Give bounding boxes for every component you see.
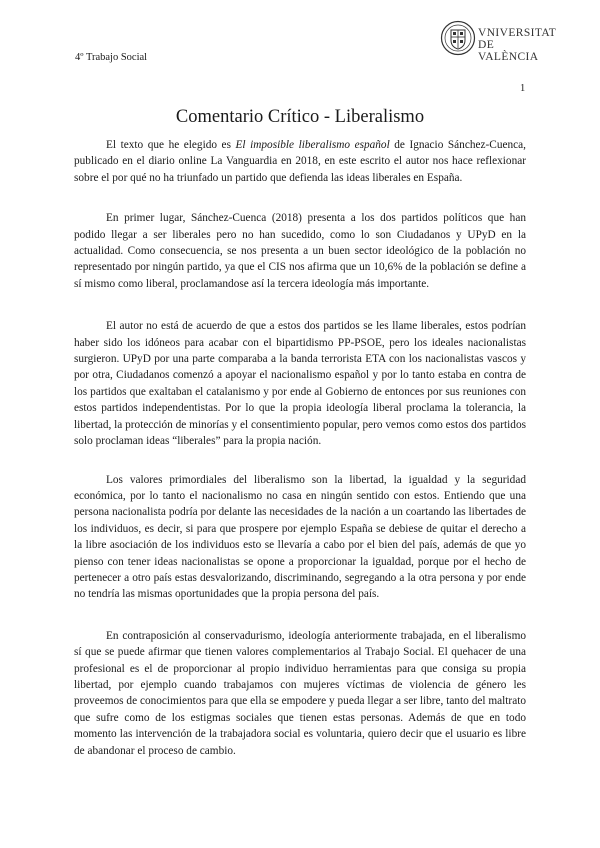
- document-body: [74, 137, 526, 783]
- paragraph-1: [74, 137, 526, 186]
- paragraph-1-text-b: de Ignacio Sánchez-Cuenca, publicado en el diario online La Vanguardia en 2018, en este escrito el autor nos hace reflexionar sobre el por qué no ha triunfado un partido que defienda las ideas liberales en España.: [74, 139, 526, 184]
- paragraph-2: En primer lugar, Sánchez-Cuenca (2018) presenta a los dos partidos políticos que han podido llegar a ser liberales pero no han sucedido, como lo son Ciudadanos y UPyD en la actualidad. Como consecuencia, se nos presenta a un buen sector ideológico de la población no representado por ningún partido, ya que el CIS nos afirma que un 10,6% de la población se define a sí mismo como liberal, proclamandose así la tercera ideología más importante.: [74, 212, 526, 290]
- university-logo: [440, 20, 557, 64]
- university-name: [478, 27, 556, 63]
- page-number: 1: [520, 83, 526, 94]
- document-title: Comentario Crítico - Liberalismo: [175, 107, 425, 127]
- paragraph-1-text-a: El texto que he elegido es: [106, 139, 236, 151]
- university-name-line2: DE VALÈNCIA: [478, 39, 539, 63]
- paragraph-5: En contraposición al conservadurismo, ideología anteriormente trabajada, en el liberalismo sí que se puede afirmar que tienen valores complementarios al Trabajo Social. El quehacer de una profesional es el de proporcionar al propio individuo herramientas para que consiga su propia libertad, por ejemplo cuando trabajamos con mujeres víctimas de violencia de género les proveemos de conocimientos para que ella se empodere y pueda llegar a ser libre, tanto del maltrato que sufre como de los estigmas sociales que tienen estas personas. Además de que en todo momento las intervención de la trabajadora social es voluntaria, quiero decir que el usuario es libre de abandonar el proceso de cambio.: [74, 629, 526, 757]
- paragraph-4: Los valores primordiales del liberalismo son la libertad, la igualdad y la seguridad económica, por lo tanto el nacionalismo no casa en ningún sentido con estos. Entiendo que una persona nacionalista podría por delante las necesidades de la nación a un coartando las libertades de los individuos, es decir, si para que prospere por ejemplo España se debiese de quitar el derecho a la libre asociación de los individuos esto se llevaría a cabo por el bien del país, además de que yo pienso con tener ideas nacionalistas se opone a proporcionar la igualdad, porque por el hecho de pertenecer a otro país estas desvalorizando, discriminando, segregando a la otra persona y por ende no tendría las mismas oportunidades que la propia persona del país.: [74, 473, 526, 601]
- course-label: 4º Trabajo Social: [75, 52, 148, 63]
- university-seal-icon: [440, 20, 476, 56]
- article-title: El imposible liberalismo español: [235, 139, 390, 151]
- university-name-line1: VNIVERSITAT: [478, 27, 557, 39]
- paragraph-3: El autor no está de acuerdo de que a estos dos partidos se les llame liberales, estos podrían haber sido los idóneos para acabar con el bipartidismo PP-PSOE, pero los ideales nacionalistas surgieron. UPyD por una parte comparaba a la banda terrorista ETA con los nacionalistas vascos y por otra, Ciudadanos comenzó a apoyar el nacionalismo español y por lo tanto estaba en contra de los partidos que exaltaban el catalanismo y por ende al Gobierno de entonces por sus reuniones con estos partidos independentistas. Por lo que la propia ideología liberal proclama la tolerancia, la libertad, la protección de minorías y el consentimiento popular, pero vemos como estos dos partidos solo proclaman ideas “liberales” para la propia nación.: [74, 320, 526, 448]
